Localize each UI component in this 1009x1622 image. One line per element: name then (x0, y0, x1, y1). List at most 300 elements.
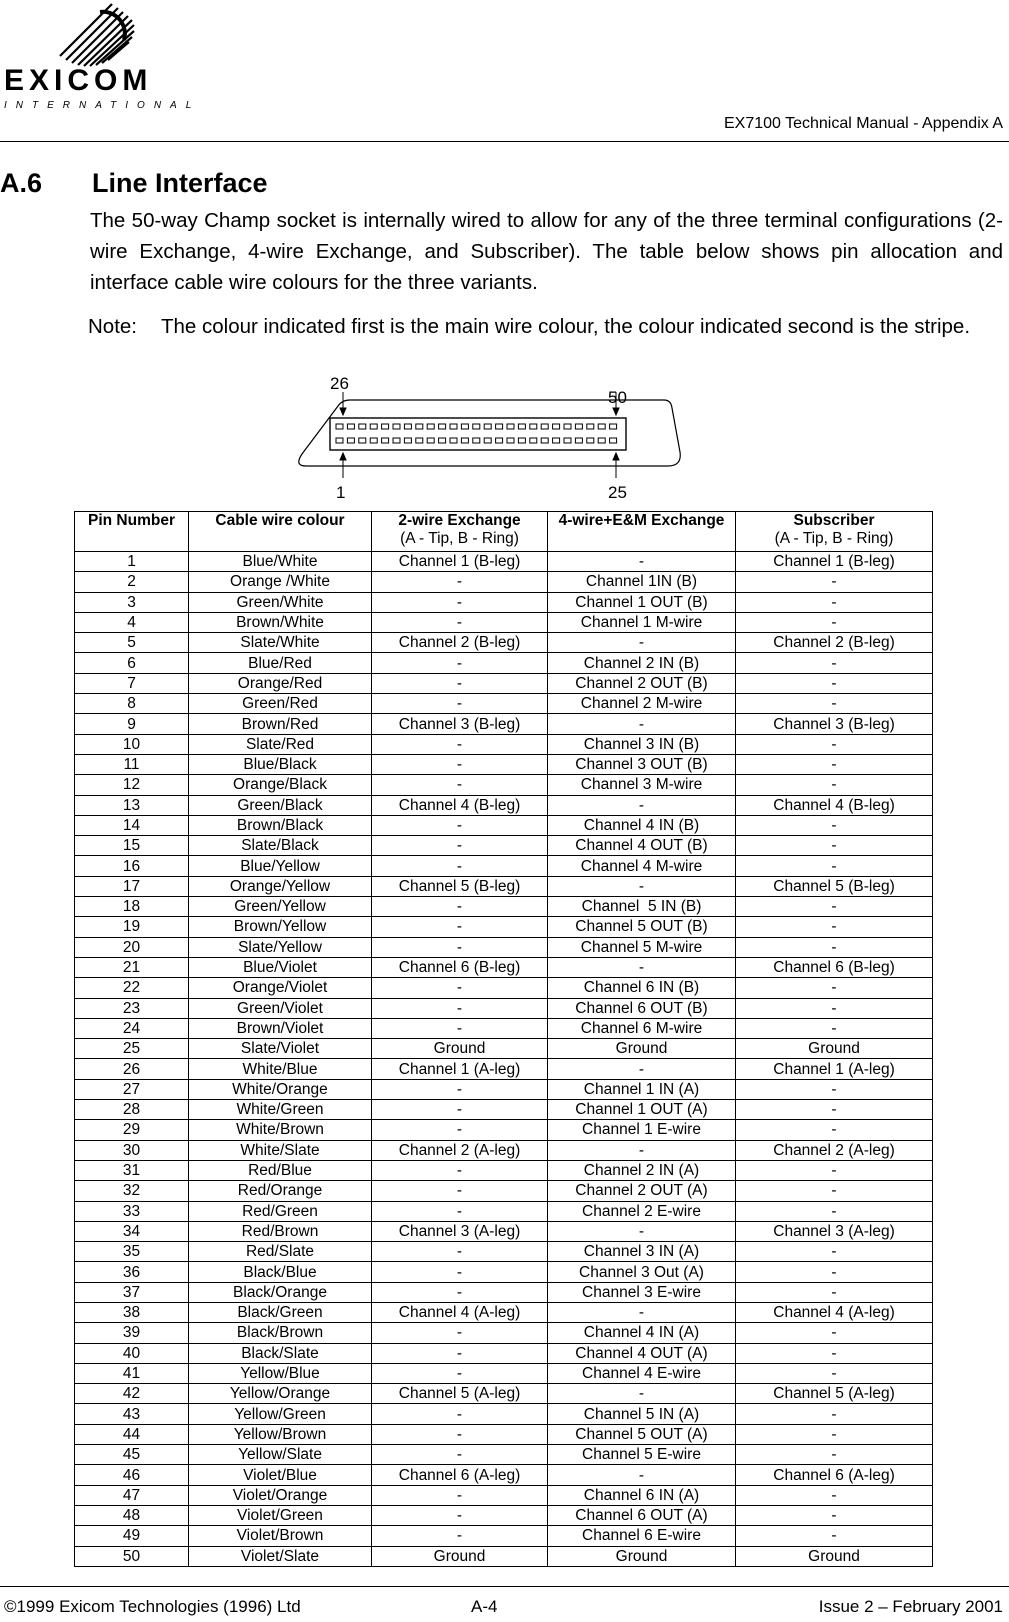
pin-number-cell: 26 (75, 1059, 189, 1079)
subscriber-cell: Channel 2 (B-leg) (736, 633, 933, 653)
two-wire-cell: Channel 2 (B-leg) (372, 633, 548, 653)
subscriber-cell: - (736, 897, 933, 917)
four-wire-cell: - (548, 714, 736, 734)
two-wire-cell: - (372, 1363, 548, 1383)
pin-number-cell: 5 (75, 633, 189, 653)
connector-pin-slot (461, 438, 468, 443)
wire-colour-cell: Violet/Brown (189, 1526, 372, 1546)
two-wire-cell: Channel 6 (B-leg) (372, 957, 548, 977)
header-rule (0, 141, 1009, 142)
note-text: The colour indicated first is the main wire colour, the colour indicated second is the stripe. (161, 315, 971, 338)
pin-number-cell: 41 (75, 1363, 189, 1383)
two-wire-cell: Channel 1 (B-leg) (372, 552, 548, 572)
connector-pin-slot (427, 424, 434, 429)
connector-pin-slot (564, 438, 571, 443)
pin-number-cell: 30 (75, 1140, 189, 1160)
pin-number-cell: 12 (75, 775, 189, 795)
pin-number-cell: 35 (75, 1242, 189, 1262)
wire-colour-cell: Orange/Yellow (189, 876, 372, 896)
four-wire-cell: - (548, 1221, 736, 1241)
table-row (75, 1181, 933, 1201)
table-row (75, 714, 933, 734)
wire-colour-cell: White/Green (189, 1100, 372, 1120)
connector-pin-slot (496, 424, 503, 429)
two-wire-cell: - (372, 1181, 548, 1201)
connector-pin-slot (393, 424, 400, 429)
connector-pin-slot (575, 438, 582, 443)
exicom-logo (0, 0, 201, 112)
wire-colour-cell: Yellow/Green (189, 1404, 372, 1424)
footer-copyright: ©1999 Exicom Technologies (1996) Ltd (4, 1597, 301, 1616)
table-row (75, 1343, 933, 1363)
table-row (75, 937, 933, 957)
pin-number-cell: 22 (75, 978, 189, 998)
subscriber-cell: - (736, 917, 933, 937)
wire-colour-cell: Violet/Blue (189, 1465, 372, 1485)
connector-pin-slot (541, 424, 548, 429)
wire-colour-cell: Slate/Red (189, 734, 372, 754)
pin-number-cell: 49 (75, 1526, 189, 1546)
label-pin-25: 25 (608, 483, 627, 502)
two-wire-cell: - (372, 1445, 548, 1465)
connector-pin-slot (382, 438, 389, 443)
four-wire-cell: Channel 1IN (B) (548, 572, 736, 592)
subscriber-cell: - (736, 1100, 933, 1120)
two-wire-cell: - (372, 836, 548, 856)
wire-colour-cell: Black/Slate (189, 1343, 372, 1363)
four-wire-cell: Channel 6 OUT (A) (548, 1505, 736, 1525)
four-wire-cell: - (548, 957, 736, 977)
col-header-colour: Cable wire colour (189, 512, 372, 552)
subscriber-cell: - (736, 653, 933, 673)
table-row (75, 1120, 933, 1140)
table-row (75, 572, 933, 592)
subscriber-cell: - (736, 978, 933, 998)
two-wire-cell: - (372, 1242, 548, 1262)
table-row (75, 1242, 933, 1262)
connector-pin-slot (553, 438, 560, 443)
pin-number-cell: 10 (75, 734, 189, 754)
four-wire-cell: Channel 5 OUT (A) (548, 1424, 736, 1444)
pin-number-cell: 1 (75, 552, 189, 572)
four-wire-cell: Ground (548, 1039, 736, 1059)
four-wire-cell: Channel 5 M-wire (548, 937, 736, 957)
four-wire-cell: Channel 4 OUT (B) (548, 836, 736, 856)
connector-pin-slot (518, 438, 525, 443)
table-row (75, 1363, 933, 1383)
table-row (75, 1485, 933, 1505)
two-wire-cell: Channel 4 (B-leg) (372, 795, 548, 815)
wire-colour-cell: Violet/Green (189, 1505, 372, 1525)
wire-colour-cell: Black/Blue (189, 1262, 372, 1282)
four-wire-cell: Channel 6 OUT (B) (548, 998, 736, 1018)
subscriber-cell: - (736, 836, 933, 856)
connector-pin-slot (541, 438, 548, 443)
wire-colour-cell: White/Orange (189, 1079, 372, 1099)
four-wire-cell: Channel 5 E-wire (548, 1445, 736, 1465)
wire-colour-cell: Blue/Violet (189, 957, 372, 977)
wire-colour-cell: Blue/Yellow (189, 856, 372, 876)
connector-pin-slot (450, 438, 457, 443)
wire-colour-cell: Orange/Black (189, 775, 372, 795)
connector-pin-slot (530, 438, 537, 443)
four-wire-cell: Channel 3 Out (A) (548, 1262, 736, 1282)
two-wire-cell: - (372, 1526, 548, 1546)
table-row (75, 1262, 933, 1282)
subscriber-cell: - (736, 1201, 933, 1221)
two-wire-cell: - (372, 754, 548, 774)
section-number: A.6 (0, 168, 43, 198)
table-row (75, 1221, 933, 1241)
pin-number-cell: 47 (75, 1485, 189, 1505)
pin-number-cell: 15 (75, 836, 189, 856)
subscriber-cell: - (736, 1181, 933, 1201)
table-row (75, 1059, 933, 1079)
subscriber-cell: - (736, 1018, 933, 1038)
header-title: EX7100 Technical Manual - Appendix A (723, 115, 1003, 132)
col-header-pin: Pin Number (75, 512, 189, 552)
subscriber-cell: - (736, 1343, 933, 1363)
subscriber-cell: - (736, 612, 933, 632)
table-row (75, 754, 933, 774)
two-wire-cell: - (372, 775, 548, 795)
two-wire-cell: - (372, 897, 548, 917)
four-wire-cell: Channel 1 OUT (A) (548, 1100, 736, 1120)
four-wire-cell: Channel 5 IN (B) (548, 897, 736, 917)
connector-pin-slot (416, 424, 423, 429)
wire-colour-cell: White/Slate (189, 1140, 372, 1160)
connector-pin-slot (575, 424, 582, 429)
two-wire-cell: - (372, 1079, 548, 1099)
table-row (75, 775, 933, 795)
wire-colour-cell: Brown/Violet (189, 1018, 372, 1038)
four-wire-cell: - (548, 795, 736, 815)
wire-colour-cell: Brown/Black (189, 815, 372, 835)
subscriber-cell: - (736, 1282, 933, 1302)
connector-pin-slot (484, 438, 491, 443)
connector-pin-slot (598, 438, 605, 443)
pin-number-cell: 20 (75, 937, 189, 957)
two-wire-cell: - (372, 572, 548, 592)
table-row (75, 1079, 933, 1099)
connector-pin-slot (598, 424, 605, 429)
connector-pin-slot (370, 424, 377, 429)
subscriber-cell: - (736, 775, 933, 795)
pin-number-cell: 37 (75, 1282, 189, 1302)
pin-number-cell: 34 (75, 1221, 189, 1241)
pin-number-cell: 42 (75, 1384, 189, 1404)
four-wire-cell: Channel 3 M-wire (548, 775, 736, 795)
wire-colour-cell: Blue/Red (189, 653, 372, 673)
subscriber-cell: - (736, 1160, 933, 1180)
subscriber-cell: - (736, 1242, 933, 1262)
pin-number-cell: 21 (75, 957, 189, 977)
logo-brand: EXICOM (4, 64, 153, 97)
connector-pin-slot (404, 424, 411, 429)
four-wire-cell: - (548, 633, 736, 653)
footer-rule (0, 1586, 1009, 1587)
pin-number-cell: 24 (75, 1018, 189, 1038)
wire-colour-cell: Blue/White (189, 552, 372, 572)
connector-pin-slot (484, 424, 491, 429)
pin-number-cell: 19 (75, 917, 189, 937)
subscriber-cell: - (736, 754, 933, 774)
four-wire-cell: Channel 4 M-wire (548, 856, 736, 876)
four-wire-cell: - (548, 1059, 736, 1079)
pin-number-cell: 43 (75, 1404, 189, 1424)
connector-pin-slot (427, 438, 434, 443)
table-row (75, 1424, 933, 1444)
table-header-row (75, 512, 933, 552)
two-wire-cell: Channel 5 (A-leg) (372, 1384, 548, 1404)
wire-colour-cell: Brown/Red (189, 714, 372, 734)
wire-colour-cell: Slate/Yellow (189, 937, 372, 957)
table-row (75, 1302, 933, 1322)
table-row (75, 653, 933, 673)
connector-pin-slot (370, 438, 377, 443)
four-wire-cell: Channel 5 IN (A) (548, 1404, 736, 1424)
two-wire-cell: - (372, 1201, 548, 1221)
table-row (75, 1039, 933, 1059)
two-wire-cell: Ground (372, 1039, 548, 1059)
subscriber-cell: - (736, 1323, 933, 1343)
connector-pin-slot (359, 424, 366, 429)
pin-number-cell: 50 (75, 1546, 189, 1566)
two-wire-cell: - (372, 592, 548, 612)
wire-colour-cell: Orange /White (189, 572, 372, 592)
table-row (75, 552, 933, 572)
four-wire-cell: Channel 6 M-wire (548, 1018, 736, 1038)
wire-colour-cell: Green/Yellow (189, 897, 372, 917)
two-wire-cell: Channel 3 (B-leg) (372, 714, 548, 734)
col-header-two-wire (372, 512, 548, 552)
four-wire-cell: - (548, 1302, 736, 1322)
two-wire-cell: - (372, 653, 548, 673)
subscriber-cell: - (736, 572, 933, 592)
wire-colour-cell: Yellow/Orange (189, 1384, 372, 1404)
table-row (75, 1445, 933, 1465)
pin-number-cell: 11 (75, 754, 189, 774)
subscriber-cell: Channel 5 (A-leg) (736, 1384, 933, 1404)
two-wire-cell: Channel 1 (A-leg) (372, 1059, 548, 1079)
connector-pin-slot (587, 438, 594, 443)
connector-socket (330, 418, 626, 450)
four-wire-cell: Channel 1 E-wire (548, 1120, 736, 1140)
footer-page-number: A-4 (471, 1597, 498, 1616)
two-wire-cell: Channel 6 (A-leg) (372, 1465, 548, 1485)
wire-colour-cell: Green/Violet (189, 998, 372, 1018)
connector-pin-slot (336, 438, 343, 443)
wire-colour-cell: Brown/White (189, 612, 372, 632)
wire-colour-cell: Yellow/Slate (189, 1445, 372, 1465)
connector-pin-slot (336, 424, 343, 429)
wire-colour-cell: Yellow/Brown (189, 1424, 372, 1444)
table-row (75, 633, 933, 653)
wire-colour-cell: Orange/Violet (189, 978, 372, 998)
connector-pin-slot (496, 438, 503, 443)
connector-pin-slot (461, 424, 468, 429)
label-pin-1: 1 (336, 483, 346, 502)
pin-number-cell: 44 (75, 1424, 189, 1444)
section-title: Line Interface (92, 168, 268, 198)
two-wire-cell: Channel 2 (A-leg) (372, 1140, 548, 1160)
pin-number-cell: 6 (75, 653, 189, 673)
subscriber-cell: - (736, 1526, 933, 1546)
connector-pin-slot (587, 424, 594, 429)
pin-number-cell: 45 (75, 1445, 189, 1465)
four-wire-cell: - (548, 552, 736, 572)
four-wire-cell: Channel 6 IN (B) (548, 978, 736, 998)
two-wire-cell: - (372, 1343, 548, 1363)
connector-pin-slot (359, 438, 366, 443)
pin-number-cell: 8 (75, 694, 189, 714)
wire-colour-cell: White/Brown (189, 1120, 372, 1140)
table-body (75, 552, 933, 1567)
subscriber-cell: Channel 5 (B-leg) (736, 876, 933, 896)
four-wire-cell: - (548, 1465, 736, 1485)
two-wire-subtitle: (A - Tip, B - Ring) (400, 530, 519, 547)
label-pin-26: 26 (330, 374, 349, 393)
table-row (75, 1323, 933, 1343)
wire-colour-cell: Black/Green (189, 1302, 372, 1322)
two-wire-cell: - (372, 1018, 548, 1038)
four-wire-cell: Channel 2 OUT (B) (548, 673, 736, 693)
section-heading (0, 168, 268, 199)
subscriber-cell: - (736, 1445, 933, 1465)
subscriber-cell: - (736, 1262, 933, 1282)
table-row (75, 836, 933, 856)
subscriber-cell: Channel 1 (A-leg) (736, 1059, 933, 1079)
subscriber-cell: - (736, 815, 933, 835)
pin-number-cell: 7 (75, 673, 189, 693)
four-wire-cell: Channel 3 OUT (B) (548, 754, 736, 774)
table-row (75, 978, 933, 998)
subscriber-cell: - (736, 856, 933, 876)
intro-paragraph: The 50-way Champ socket is internally wired to allow for any of the three terminal configurations (2-wire Exchange, 4-wire Exchange, and Subscriber). The table below shows pin allocation and interface cable wire colours for the three variants. (90, 209, 1003, 294)
table-row (75, 957, 933, 977)
two-wire-cell: - (372, 998, 548, 1018)
col-header-four-wire: 4-wire+E&M Exchange (548, 512, 736, 552)
wire-colour-cell: Black/Brown (189, 1323, 372, 1343)
four-wire-cell: - (548, 1384, 736, 1404)
table-row (75, 876, 933, 896)
two-wire-cell: - (372, 978, 548, 998)
note-label: Note: (88, 315, 137, 338)
table-row (75, 1282, 933, 1302)
pin-number-cell: 23 (75, 998, 189, 1018)
pin-number-cell: 2 (75, 572, 189, 592)
two-wire-cell: - (372, 917, 548, 937)
pin-number-cell: 16 (75, 856, 189, 876)
wire-colour-cell: Red/Green (189, 1201, 372, 1221)
wire-colour-cell: Red/Slate (189, 1242, 372, 1262)
col-header-subscriber (736, 512, 933, 552)
pin-number-cell: 36 (75, 1262, 189, 1282)
four-wire-cell: Channel 1 IN (A) (548, 1079, 736, 1099)
subscriber-cell: - (736, 998, 933, 1018)
wire-colour-cell: Green/White (189, 592, 372, 612)
two-wire-cell: - (372, 1120, 548, 1140)
table-row (75, 917, 933, 937)
subscriber-cell: - (736, 1120, 933, 1140)
pin-number-cell: 14 (75, 815, 189, 835)
two-wire-cell: - (372, 734, 548, 754)
subscriber-cell: Channel 6 (A-leg) (736, 1465, 933, 1485)
two-wire-cell: Channel 5 (B-leg) (372, 876, 548, 896)
two-wire-title: 2-wire Exchange (398, 512, 521, 529)
four-wire-cell: Channel 2 IN (B) (548, 653, 736, 673)
four-wire-cell: Channel 1 M-wire (548, 612, 736, 632)
table-row (75, 612, 933, 632)
pin-number-cell: 31 (75, 1160, 189, 1180)
table-row (75, 1465, 933, 1485)
connector-pin-slot (473, 424, 480, 429)
pin-number-cell: 25 (75, 1039, 189, 1059)
connector-pin-slot (518, 424, 525, 429)
subscriber-cell: Ground (736, 1546, 933, 1566)
table-row (75, 1384, 933, 1404)
subscriber-cell: Channel 3 (A-leg) (736, 1221, 933, 1241)
two-wire-cell: - (372, 1262, 548, 1282)
wire-colour-cell: Brown/Yellow (189, 917, 372, 937)
pin-number-cell: 17 (75, 876, 189, 896)
wire-colour-cell: Green/Black (189, 795, 372, 815)
subscriber-cell: - (736, 1505, 933, 1525)
subscriber-cell: Channel 3 (B-leg) (736, 714, 933, 734)
table-row (75, 1546, 933, 1566)
subscriber-cell: Channel 4 (B-leg) (736, 795, 933, 815)
two-wire-cell: - (372, 694, 548, 714)
table-row (75, 673, 933, 693)
four-wire-cell: Channel 3 E-wire (548, 1282, 736, 1302)
four-wire-cell: Channel 3 IN (B) (548, 734, 736, 754)
wire-colour-cell: Green/Red (189, 694, 372, 714)
table-row (75, 1201, 933, 1221)
four-wire-cell: Channel 1 OUT (B) (548, 592, 736, 612)
two-wire-cell: Channel 4 (A-leg) (372, 1302, 548, 1322)
logo-sub: INTERNATIONAL (4, 100, 201, 111)
subscriber-cell: Channel 4 (A-leg) (736, 1302, 933, 1322)
pin-number-cell: 9 (75, 714, 189, 734)
connector-graphic (298, 374, 710, 510)
pin-number-cell: 28 (75, 1100, 189, 1120)
subscriber-cell: - (736, 937, 933, 957)
four-wire-cell: Channel 4 IN (A) (548, 1323, 736, 1343)
wire-colour-cell: Red/Brown (189, 1221, 372, 1241)
table-row (75, 856, 933, 876)
two-wire-cell: Ground (372, 1546, 548, 1566)
subscriber-subtitle: (A - Tip, B - Ring) (774, 530, 894, 547)
two-wire-cell: - (372, 1485, 548, 1505)
connector-pin-slot (610, 438, 617, 443)
pin-number-cell: 46 (75, 1465, 189, 1485)
pin-number-cell: 39 (75, 1323, 189, 1343)
table-row (75, 1404, 933, 1424)
pin-allocation-table (74, 511, 933, 1567)
four-wire-cell: Channel 2 E-wire (548, 1201, 736, 1221)
pin-number-cell: 3 (75, 592, 189, 612)
table-row (75, 734, 933, 754)
wire-colour-cell: Yellow/Blue (189, 1363, 372, 1383)
two-wire-cell: - (372, 1100, 548, 1120)
subscriber-cell: - (736, 673, 933, 693)
subscriber-cell: Ground (736, 1039, 933, 1059)
connector-pin-slot (553, 424, 560, 429)
two-wire-cell: Channel 3 (A-leg) (372, 1221, 548, 1241)
connector-pin-slot (507, 424, 514, 429)
table-row (75, 1160, 933, 1180)
two-wire-cell: - (372, 1160, 548, 1180)
